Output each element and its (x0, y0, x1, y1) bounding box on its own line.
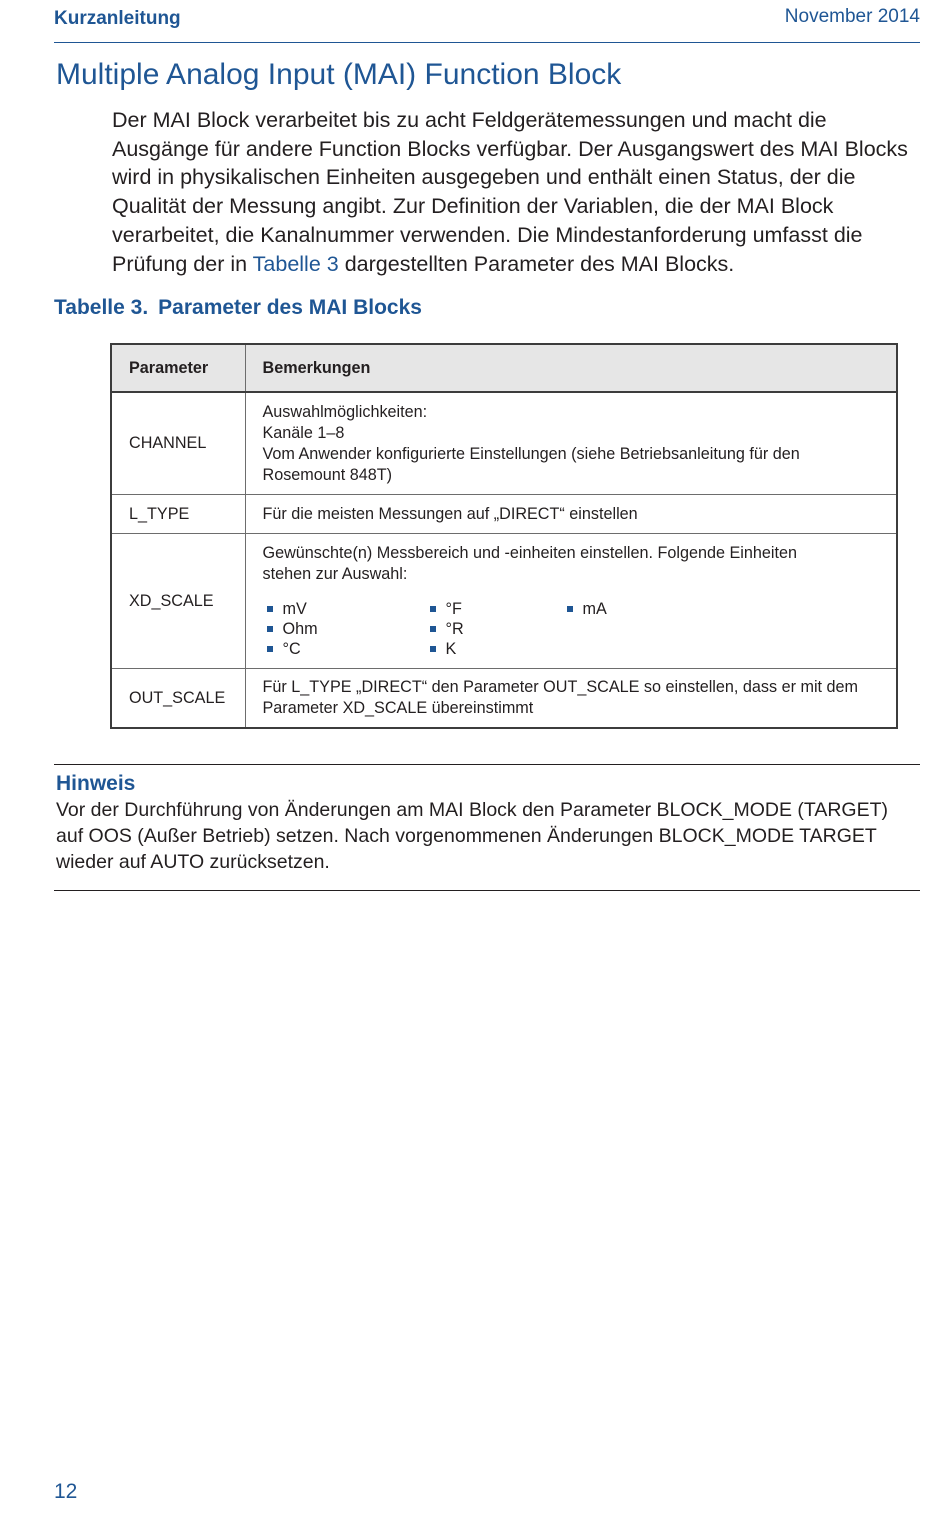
page-number: 12 (54, 1480, 78, 1503)
header-bemerkungen: Bemerkungen (245, 344, 897, 392)
table-row-l-type (111, 495, 897, 534)
parameter-table (110, 343, 898, 729)
unit-item: Ohm (263, 619, 426, 639)
intro-paragraph (112, 106, 912, 278)
header-parameter: Parameter (111, 344, 245, 392)
section-title: Multiple Analog Input (MAI) Function Block (56, 58, 622, 91)
table-3-link[interactable]: Tabelle 3 (252, 251, 339, 276)
unit-item: °R (426, 619, 563, 639)
table-row-channel (111, 392, 897, 495)
table-row-out-scale (111, 669, 897, 729)
unit-item: °C (263, 639, 426, 659)
note-divider-top (54, 764, 920, 765)
table-caption-title: Parameter des MAI Blocks (158, 296, 422, 319)
param-remarks (245, 534, 897, 669)
unit-column (563, 599, 607, 659)
remark-line: Für L_TYPE „DIRECT“ den Parameter OUT_SCALE so einstellen, dass er mit dem (262, 678, 859, 696)
running-header-date: November 2014 (784, 6, 920, 27)
param-remarks (245, 669, 897, 729)
param-name: CHANNEL (111, 392, 245, 495)
table-caption-number: Tabelle 3. (54, 296, 149, 319)
table-row-xd-scale (111, 534, 897, 669)
header-divider (54, 42, 920, 43)
remark-line: stehen zur Auswahl: (262, 565, 408, 583)
note-divider-bottom (54, 890, 920, 891)
param-remarks: Für die meisten Messungen auf „DIRECT“ einstellen (245, 495, 897, 534)
param-name: OUT_SCALE (111, 669, 245, 729)
remark-line: Vom Anwender konfigurierte Einstellungen (siehe Betriebsanleitung für den (262, 444, 800, 463)
unit-item: °F (426, 599, 563, 619)
running-header-title: Kurzanleitung (54, 8, 181, 29)
unit-item: mA (563, 599, 607, 619)
intro-text-start: Der MAI Block verarbeitet bis zu acht Feldgerätemessungen und macht die Ausgänge für andere Function Blocks verfügbar. Der Ausgangswert des MAI Blocks wird in physikalischen Einheiten ausgegeben und enthält einen Status, der die Qualität der Messung angibt. Zur Definition der Variablen, die der MAI Block verarbeitet, die Kanalnummer verwenden. Die Mindestanforderung umfasst die Prüfung der in (112, 108, 908, 276)
unit-item: mV (263, 599, 426, 619)
param-remarks (245, 392, 897, 495)
param-name: XD_SCALE (111, 534, 245, 669)
param-name: L_TYPE (111, 495, 245, 534)
remark-line: Gewünschte(n) Messbereich und -einheiten einstellen. Folgende Einheiten (262, 544, 798, 562)
remark-line: Auswahlmöglichkeiten: (262, 402, 428, 421)
note-title: Hinweis (56, 772, 136, 795)
intro-text-end: dargestellten Parameter des MAI Blocks. (338, 251, 735, 276)
table-caption (54, 296, 422, 320)
unit-list (263, 599, 880, 659)
unit-column (263, 599, 426, 659)
unit-item: K (426, 639, 563, 659)
remark-line: Parameter XD_SCALE übereinstimmt (262, 699, 534, 717)
note-text: Vor der Durchführung von Änderungen am MAI Block den Parameter BLOCK_MODE (TARGET) auf OOS (Außer Betrieb) setzen. Nach vorgenommenen Änderungen BLOCK_MODE TARGET wieder auf AUTO zurücksetzen. (56, 799, 888, 873)
remark-line: Rosemount 848T) (262, 465, 393, 484)
remark-line: Kanäle 1–8 (262, 423, 345, 442)
table-header-row (111, 344, 897, 392)
unit-column (426, 599, 563, 659)
